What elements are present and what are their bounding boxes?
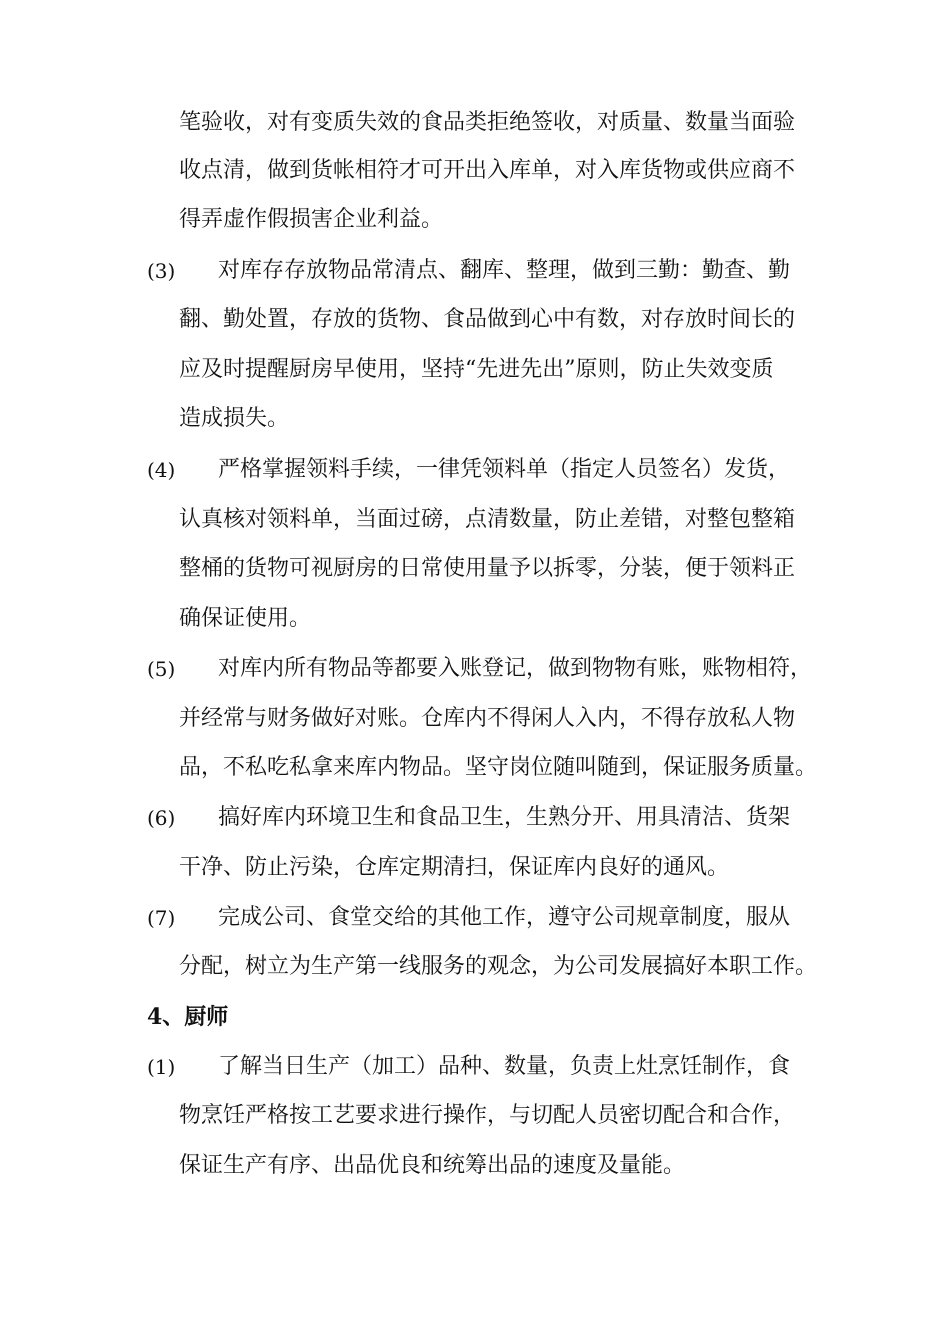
paragraph-line: 并经常与财务做好对账。仓库内不得闲人入内，不得存放私人物: [179, 706, 796, 731]
paragraph-line: 翻、勤处置，存放的货物、食品做到心中有数，对存放时间长的: [179, 307, 796, 332]
paragraph-line: 认真核对领料单，当面过磅，点清数量，防止差错，对整包整箱: [179, 507, 796, 532]
paragraph-line: 造成损失。: [179, 406, 290, 431]
item-number: (3): [147, 259, 176, 283]
paragraph-line: 物烹饪严格按工艺要求进行操作，与切配人员密切配合和合作，: [179, 1103, 796, 1128]
paragraph-line: 得弄虚作假损害企业利益。: [179, 207, 444, 232]
paragraph-line: 干净、防止污染，仓库定期清扫，保证库内良好的通风。: [179, 855, 730, 880]
paragraph-line: 分配，树立为生产第一线服务的观念，为公司发展搞好本职工作。: [179, 954, 818, 979]
paragraph-line: 完成公司、食堂交给的其他工作，遵守公司规章制度，服从: [218, 905, 791, 930]
paragraph-line: 对库存存放物品常清点、翻库、整理，做到三勤：勤查、勤: [218, 258, 791, 283]
paragraph-line: 对库内所有物品等都要入账登记，做到物物有账，账物相符，: [218, 656, 813, 681]
item-number: (4): [147, 458, 176, 482]
paragraph-line: 品，不私吃私拿来库内物品。坚守岗位随叫随到，保证服务质量。: [179, 755, 818, 780]
item-number: (5): [147, 657, 176, 681]
section-heading: 4、厨师: [147, 1004, 229, 1030]
paragraph-line: 确保证使用。: [179, 606, 312, 631]
paragraph-line: 整桶的货物可视厨房的日常使用量予以拆零，分装，便于领料正: [179, 556, 796, 581]
paragraph-line: 搞好库内环境卫生和食品卫生，生熟分开、用具清洁、货架: [218, 805, 791, 830]
paragraph-line: 保证生产有序、出品优良和统筹出品的速度及量能。: [179, 1153, 686, 1178]
paragraph-line: 应及时提醒厨房早使用，坚持“先进先出”原则，防止失效变质: [179, 357, 774, 382]
paragraph-line: 收点清，做到货帐相符才可开出入库单，对入库货物或供应商不: [179, 158, 796, 183]
item-number: (1): [147, 1055, 176, 1079]
paragraph-line: 笔验收，对有变质失效的食品类拒绝签收，对质量、数量当面验: [179, 110, 796, 135]
paragraph-line: 了解当日生产（加工）品种、数量，负责上灶烹饪制作，食: [218, 1054, 791, 1079]
item-number: (7): [147, 906, 176, 930]
paragraph-line: 严格掌握领料手续，一律凭领料单（指定人员签名）发货，: [218, 457, 791, 482]
item-number: (6): [147, 806, 176, 830]
